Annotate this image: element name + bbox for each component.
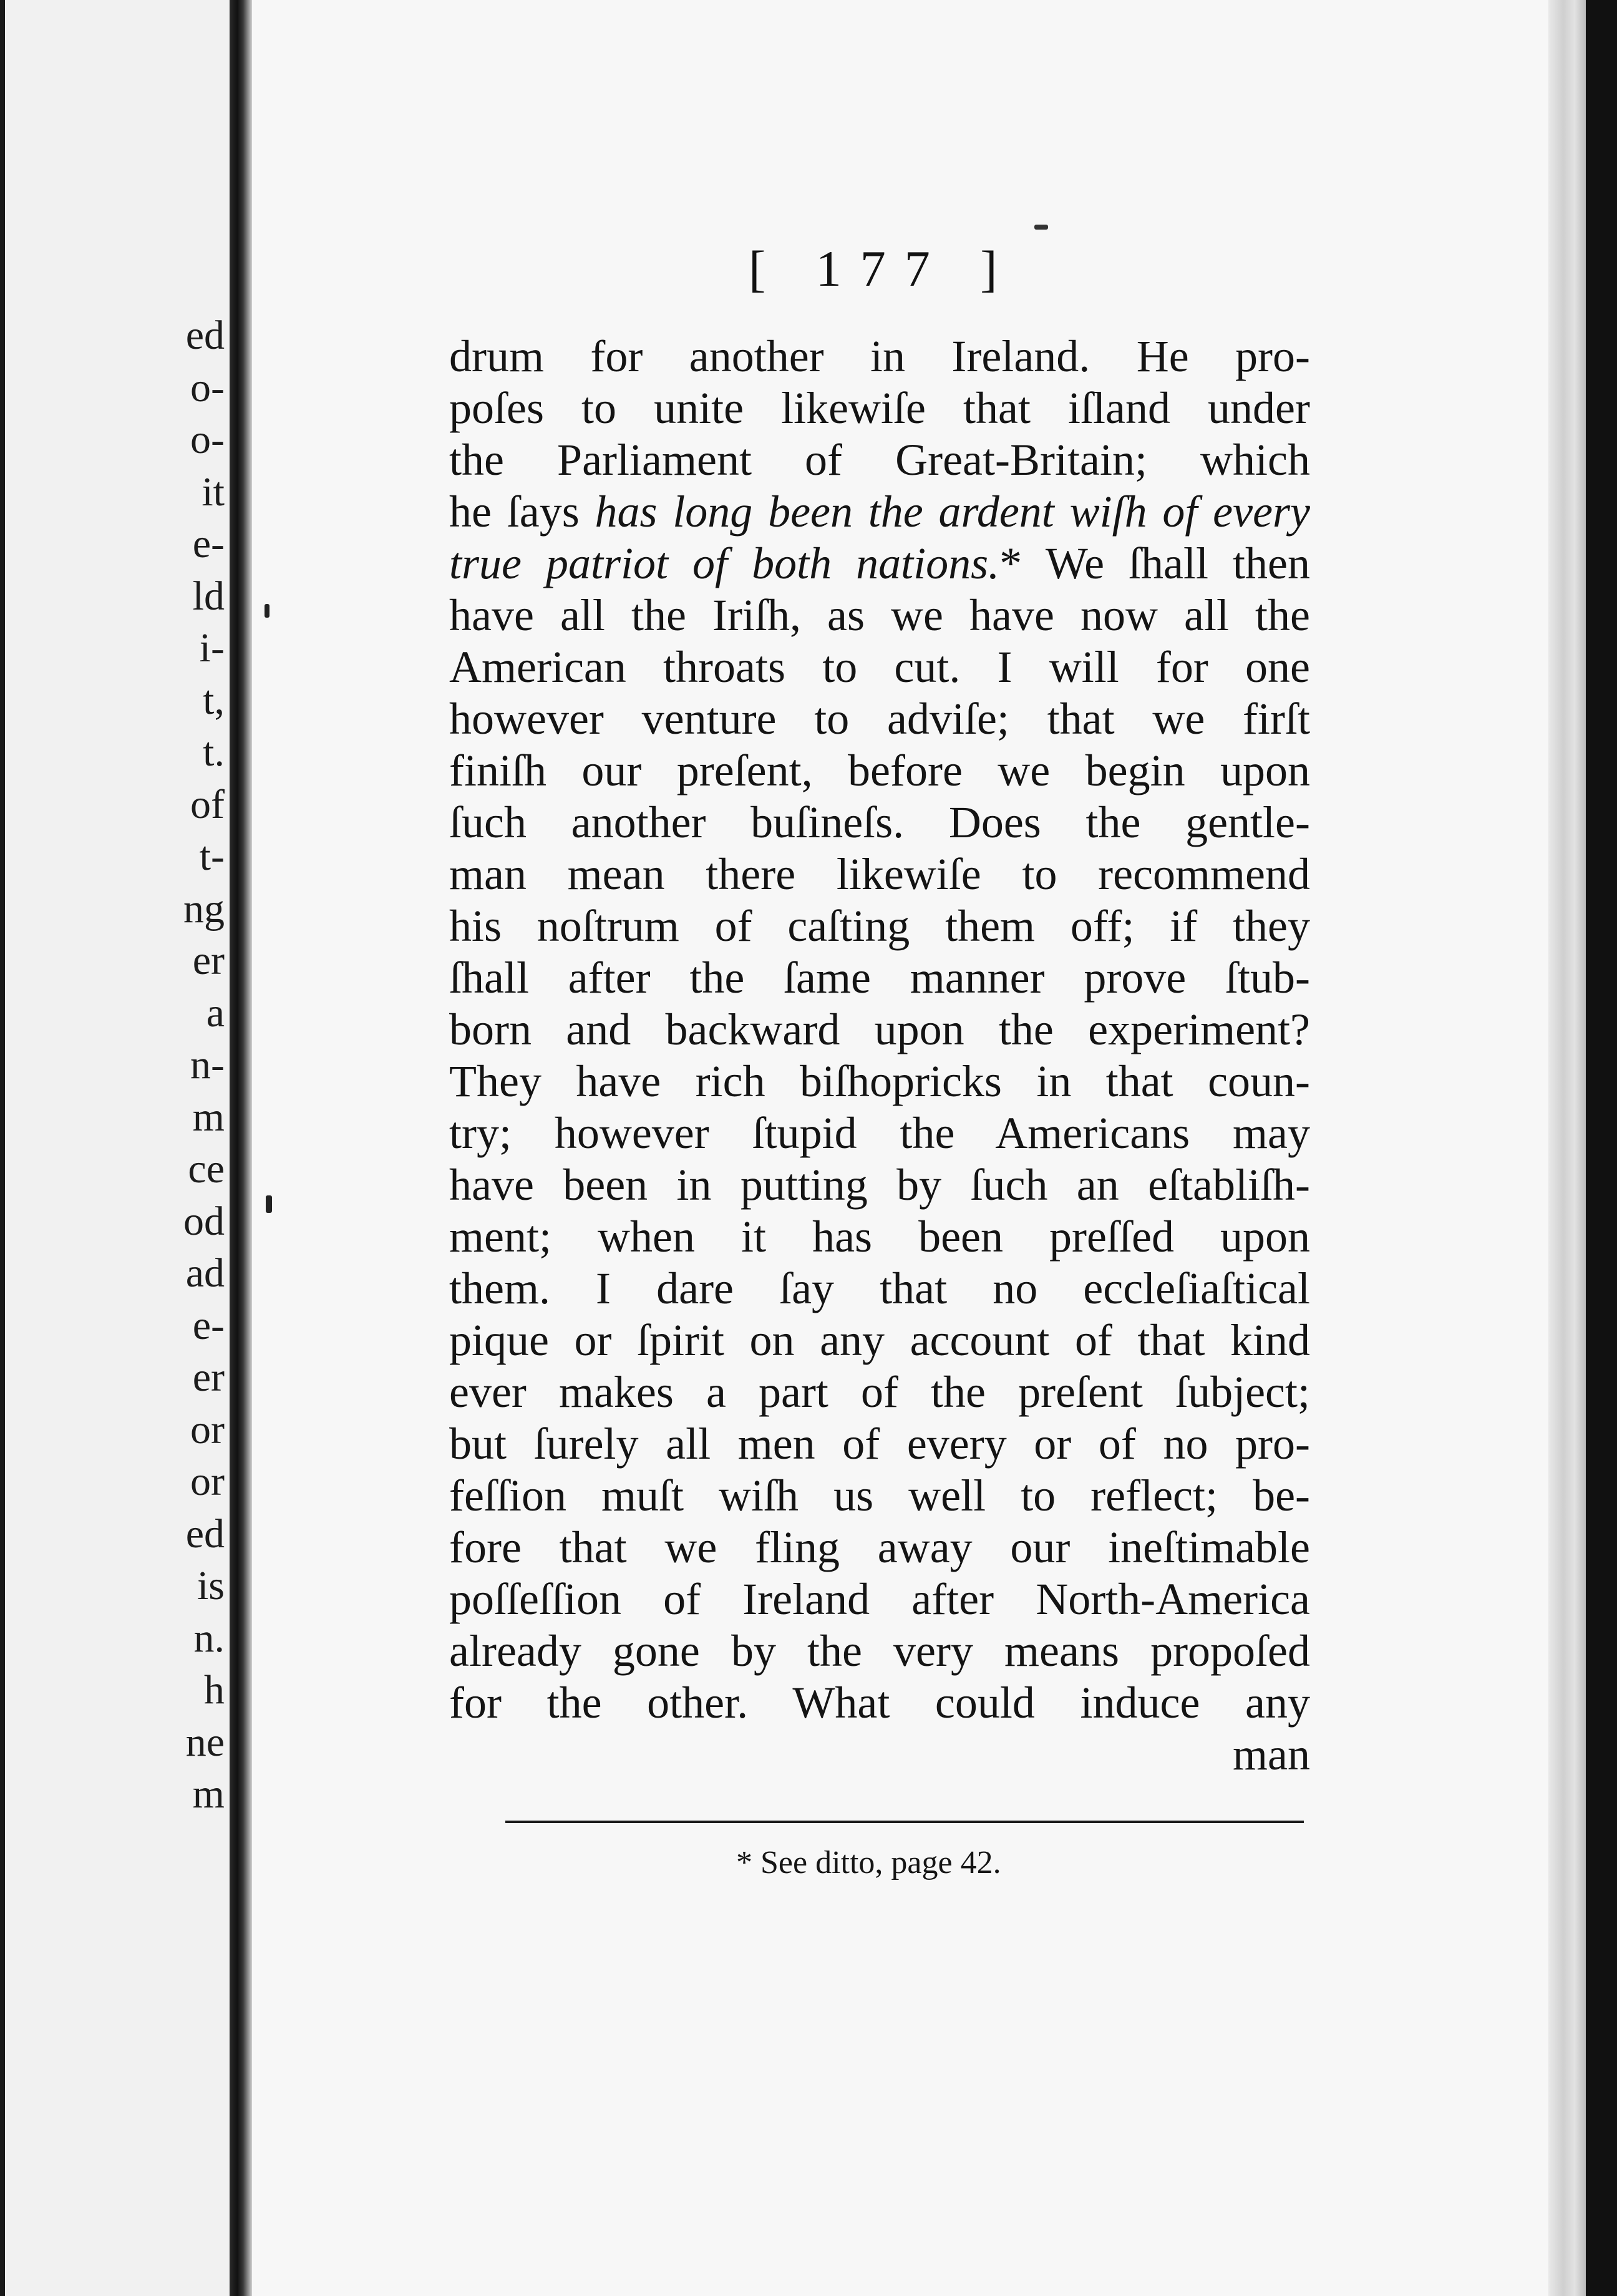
margin-mark bbox=[265, 604, 270, 618]
facing-page-fragment: or bbox=[190, 1459, 225, 1504]
facing-page-fragment: od bbox=[183, 1199, 225, 1244]
facing-page-fragment: is bbox=[197, 1563, 225, 1608]
footnote-rule bbox=[505, 1821, 1304, 1823]
facing-page-fragment: i- bbox=[199, 625, 225, 671]
ink-mark bbox=[1034, 225, 1048, 230]
facing-page-fragment: m bbox=[192, 1771, 225, 1817]
facing-page-fragment: a bbox=[206, 990, 225, 1036]
text-line: for the other. What could induce any bbox=[449, 1678, 1310, 1728]
facing-page-fragment: ad bbox=[185, 1250, 225, 1296]
facing-page-fragment: ng bbox=[183, 886, 225, 932]
italic-quote: true patriot of both nations. bbox=[449, 538, 1000, 588]
facing-page-fragment: n- bbox=[190, 1042, 225, 1087]
text-line: have been in putting by ſuch an eſtabliſh- bbox=[449, 1160, 1310, 1210]
body-text bbox=[449, 331, 1310, 1781]
text-line: his noſtrum of caſting them off; if they bbox=[449, 901, 1310, 951]
text-line: They have rich biſhopricks in that coun- bbox=[449, 1056, 1310, 1106]
facing-page-fragment: ld bbox=[192, 573, 225, 619]
facing-page-fragment: n. bbox=[193, 1615, 225, 1661]
facing-page-fragment: er bbox=[192, 938, 225, 983]
text-line: already gone by the very means propoſed bbox=[449, 1626, 1310, 1676]
page-number: [ 177 ] bbox=[749, 240, 1016, 297]
margin-mark bbox=[266, 1195, 272, 1213]
facing-page-fragment: t- bbox=[199, 834, 225, 879]
facing-page-fragment: m bbox=[192, 1094, 225, 1140]
facing-page-fragment: ne bbox=[185, 1720, 225, 1765]
catchword: man bbox=[1233, 1729, 1310, 1779]
italic-quote: has long been the ardent wiſh of every bbox=[595, 487, 1311, 537]
text-line: poſes to unite likewiſe that iſland under bbox=[449, 383, 1310, 433]
text-line: them. I dare ſay that no eccleſiaſtical bbox=[449, 1263, 1310, 1313]
text-line: try; however ſtupid the Americans may bbox=[449, 1108, 1310, 1158]
facing-page-fragment: of bbox=[190, 782, 225, 827]
text-line: poſſeſſion of Ireland after North-America bbox=[449, 1574, 1310, 1624]
text-line: ever makes a part of the preſent ſubject; bbox=[449, 1367, 1310, 1417]
book-gutter bbox=[230, 0, 252, 2296]
facing-page-fragment: ce bbox=[188, 1146, 225, 1192]
facing-page-fragment: e- bbox=[192, 521, 225, 567]
scan-border-left bbox=[0, 0, 5, 2296]
text-line: born and backward upon the experiment? bbox=[449, 1004, 1310, 1054]
text-line: drum for another in Ireland. He pro- bbox=[449, 331, 1310, 381]
text-line: however venture to adviſe; that we firſt bbox=[449, 694, 1310, 744]
facing-page-strip bbox=[5, 0, 230, 2296]
text-line: man mean there likewiſe to recommend bbox=[449, 849, 1310, 899]
text-line: ſhall after the ſame manner prove ſtub- bbox=[449, 953, 1310, 1003]
text-line: American throats to cut. I will for one bbox=[449, 642, 1310, 692]
facing-page-fragment: ed bbox=[185, 313, 225, 358]
text-line: fore that we fling away our ineſtimable bbox=[449, 1522, 1310, 1572]
text-line: but ſurely all men of every or of no pro- bbox=[449, 1419, 1310, 1469]
facing-page-fragment: t, bbox=[203, 678, 225, 723]
facing-page-fragment: o- bbox=[190, 417, 225, 462]
text-run: * We ſhall then bbox=[999, 538, 1311, 588]
facing-page-fragment: er bbox=[192, 1355, 225, 1400]
facing-page-fragment: o- bbox=[190, 365, 225, 411]
scan-border-right bbox=[1586, 0, 1617, 2296]
text-line: pique or ſpirit on any account of that kind bbox=[449, 1315, 1310, 1365]
text-line: have all the Iriſh, as we have now all the bbox=[449, 590, 1310, 640]
text-line: the Parliament of Great-Britain; which bbox=[449, 435, 1310, 485]
text-line: ſuch another buſineſs. Does the gentle- bbox=[449, 797, 1310, 847]
text-run: he ſays bbox=[449, 487, 580, 537]
text-line: feſſion muſt wiſh us well to reflect; be- bbox=[449, 1471, 1310, 1520]
facing-page-fragment: ed bbox=[185, 1511, 225, 1557]
text-line: finiſh our preſent, before we begin upon bbox=[449, 746, 1310, 795]
facing-page-fragment: h bbox=[204, 1667, 225, 1713]
facing-page-fragment: it bbox=[202, 469, 225, 515]
facing-page-fragment: or bbox=[190, 1407, 225, 1452]
footnote: * See ditto, page 42. bbox=[736, 1845, 1001, 1880]
text-line: ment; when it has been preſſed upon bbox=[449, 1212, 1310, 1262]
text-line-with-italic bbox=[449, 538, 1310, 590]
facing-page-fragment: e- bbox=[192, 1303, 225, 1348]
text-line-with-italic bbox=[449, 486, 1310, 538]
facing-page-fragment: t. bbox=[203, 729, 225, 775]
page-edge-right bbox=[1548, 0, 1586, 2296]
